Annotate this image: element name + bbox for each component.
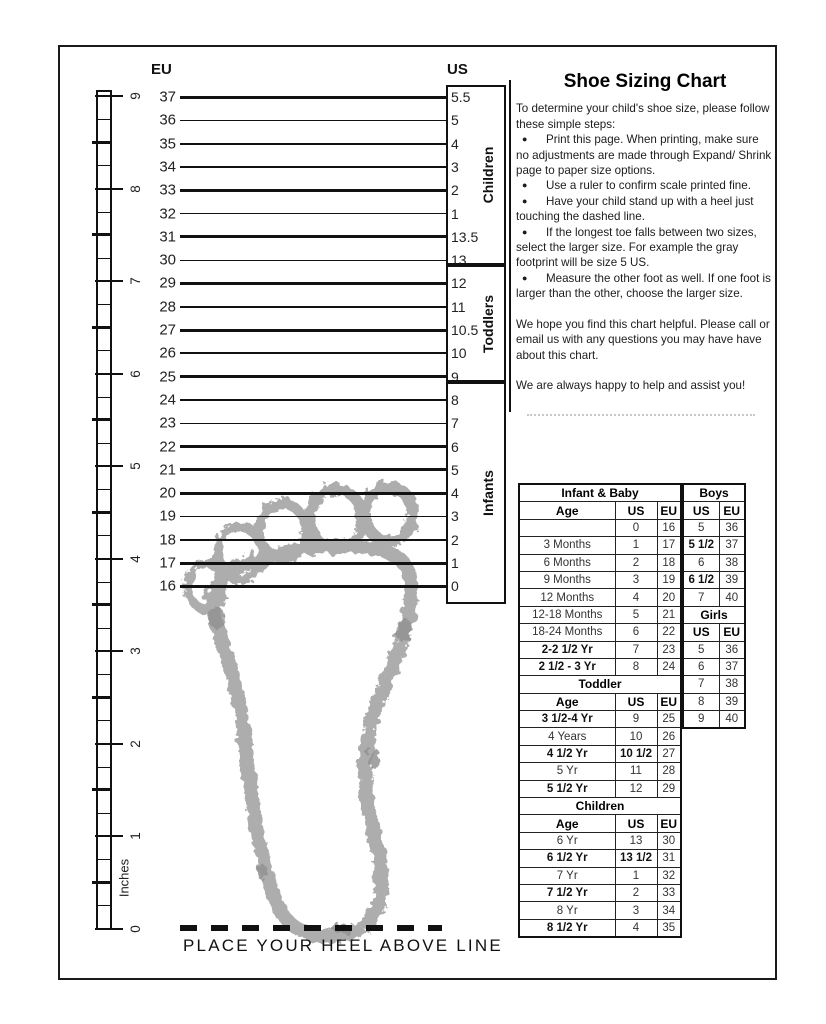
ruler-tick <box>92 418 112 421</box>
table-cell: 40 <box>719 711 745 729</box>
table-cell: 25 <box>657 711 681 728</box>
eu-size-label: 25 <box>159 368 176 386</box>
table-row <box>519 589 681 606</box>
table-row <box>519 537 681 554</box>
ruler-tick <box>96 905 112 906</box>
instruction-bullet-item: ● Print this page. When printing, make sure no adjustments are made through Expand/ Shrink page to paper size options. <box>516 133 772 178</box>
table-column-header: US <box>615 693 657 710</box>
size-line-eu-37 <box>180 96 446 99</box>
heel-dashed-line <box>180 925 442 931</box>
eu-size-label: 23 <box>159 414 176 432</box>
table-cell: 30 <box>657 832 681 849</box>
table-column-header: EU <box>719 624 745 641</box>
us-size-label: 2 <box>451 531 459 548</box>
table-cell: 6 Months <box>519 554 615 571</box>
size-line-eu-25 <box>180 375 446 378</box>
ruler-tick <box>95 650 123 652</box>
inch-number-label: 6 <box>128 369 143 378</box>
ruler-tick <box>96 582 112 583</box>
table-cell: 39 <box>719 571 745 588</box>
eu-size-label: 37 <box>159 88 176 106</box>
table-row <box>683 676 745 693</box>
ruler-tick <box>96 720 112 721</box>
table-cell: 7 <box>615 641 657 658</box>
table-cell: 5 1/2 <box>683 537 719 554</box>
table-cell: 7 Yr <box>519 867 615 884</box>
size-line-eu-23 <box>180 423 446 424</box>
category-label-toddlers: Toddlers <box>480 294 496 353</box>
table-cell: 10 1/2 <box>615 745 657 762</box>
table-row <box>683 589 745 606</box>
table-cell: 22 <box>657 624 681 641</box>
ruler-tick <box>92 881 112 884</box>
table-cell: 4 <box>615 919 657 937</box>
category-label-children: Children <box>480 146 496 204</box>
eu-size-label: 30 <box>159 251 176 269</box>
us-size-label: 10 <box>451 345 467 362</box>
eu-size-label: 35 <box>159 135 176 153</box>
us-size-label: 13 <box>451 252 467 269</box>
instruction-paragraph: We are always happy to help and assist you! <box>516 378 746 392</box>
ruler-tick <box>95 188 123 190</box>
ruler-tick <box>92 603 112 606</box>
bullet-icon: ● <box>522 272 528 283</box>
inch-number-label: 9 <box>128 92 143 100</box>
table-row <box>519 832 681 849</box>
table-row <box>519 745 681 762</box>
eu-size-label: 28 <box>159 298 176 316</box>
table-cell: 40 <box>719 589 745 606</box>
table-cell: 2-2 1/2 Yr <box>519 641 615 658</box>
table-cell: 32 <box>657 867 681 884</box>
eu-size-label: 20 <box>159 484 176 502</box>
inch-number-label: 2 <box>128 739 143 748</box>
table-cell: 31 <box>657 850 681 867</box>
us-size-label: 5.5 <box>451 89 471 105</box>
ruler-tick <box>96 350 112 351</box>
ruler-tick <box>96 304 112 305</box>
size-line-eu-30 <box>180 260 446 261</box>
us-size-label: 5 <box>451 461 459 478</box>
table-cell: 6 Yr <box>519 832 615 849</box>
table-cell: 6 <box>615 624 657 641</box>
us-size-label: 9 <box>451 368 459 385</box>
heel-line-caption: PLACE YOUR HEEL ABOVE LINE <box>183 936 503 955</box>
table-row <box>683 711 745 729</box>
size-line-eu-19 <box>180 516 446 517</box>
age-size-table <box>518 483 682 938</box>
us-box-infants <box>446 382 506 604</box>
table-cell: 6 <box>683 554 719 571</box>
table-row <box>519 554 681 571</box>
table-cell: 38 <box>719 676 745 693</box>
size-line-eu-22 <box>180 445 446 448</box>
size-line-eu-32 <box>180 213 446 214</box>
eu-size-label: 27 <box>159 321 176 339</box>
table-cell: 6 <box>683 658 719 675</box>
table-row <box>519 658 681 675</box>
table-row <box>519 711 681 728</box>
eu-size-label: 34 <box>159 158 176 176</box>
eu-size-label: 24 <box>159 391 176 409</box>
table-cell: 10 <box>615 728 657 745</box>
us-size-label: 12 <box>451 275 467 292</box>
table-row <box>519 850 681 867</box>
bullet-icon: ● <box>522 134 528 145</box>
table-cell: 5 <box>683 641 719 658</box>
table-cell: 12 Months <box>519 589 615 606</box>
table-cell: 2 1/2 - 3 Yr <box>519 658 615 675</box>
table-cell: 3 1/2-4 Yr <box>519 711 615 728</box>
size-line-eu-33 <box>180 189 446 192</box>
table-cell: 7 <box>683 589 719 606</box>
instruction-paragraph: We hope you find this chart helpful. Please call or email us with any questions you may have have about this chart. <box>516 317 770 362</box>
table-section-title: Children <box>519 798 681 815</box>
size-line-eu-18 <box>180 539 446 541</box>
table-cell: 35 <box>657 919 681 937</box>
size-line-eu-34 <box>180 166 446 168</box>
eu-size-label: 17 <box>159 554 176 572</box>
us-size-label: 4 <box>451 485 459 502</box>
size-line-eu-36 <box>180 120 446 121</box>
footprint-outline <box>212 545 411 936</box>
table-column-header: US <box>683 624 719 641</box>
us-size-label: 7 <box>451 415 459 432</box>
table-cell: 7 <box>683 676 719 693</box>
bullet-icon: ● <box>522 226 528 237</box>
table-section-title: Boys <box>683 484 745 502</box>
ruler-tick <box>96 119 112 120</box>
table-cell: 29 <box>657 780 681 797</box>
table-row <box>519 884 681 901</box>
boys-girls-table <box>682 483 746 729</box>
us-size-label: 3 <box>451 508 459 525</box>
table-row <box>683 519 745 536</box>
table-column-header: Age <box>519 693 615 710</box>
table-cell: 17 <box>657 537 681 554</box>
us-size-label: 11 <box>451 298 466 315</box>
us-size-label: 3 <box>451 158 459 175</box>
us-size-label: 10.5 <box>451 322 479 338</box>
us-size-label: 4 <box>451 135 459 152</box>
ruler-tick <box>95 95 123 97</box>
page-title: Shoe Sizing Chart <box>563 71 727 92</box>
table-cell: 38 <box>719 554 745 571</box>
table-cell: 3 Months <box>519 537 615 554</box>
us-size-label: 5 <box>451 112 459 129</box>
size-line-eu-20 <box>180 492 446 495</box>
faint-rule <box>527 414 755 416</box>
size-line-eu-35 <box>180 143 446 145</box>
us-size-label: 6 <box>451 438 459 455</box>
eu-column-header: EU <box>151 61 172 78</box>
ruler-tick <box>95 465 123 467</box>
table-cell: 5 1/2 Yr <box>519 780 615 797</box>
boys-girls-table <box>682 483 746 729</box>
inch-number-label: 5 <box>128 462 143 470</box>
table-cell: 16 <box>657 519 681 536</box>
table-cell: 24 <box>657 658 681 675</box>
eu-size-label: 36 <box>159 111 176 129</box>
inch-number-label: 1 <box>128 832 143 840</box>
us-size-label: 2 <box>451 182 459 199</box>
ruler-tick <box>95 558 123 560</box>
table-column-header: Age <box>519 502 615 519</box>
table-cell: 28 <box>657 763 681 780</box>
ruler-tick <box>92 788 112 791</box>
table-row <box>519 763 681 780</box>
bullet-icon: ● <box>522 195 528 206</box>
ruler-tick <box>96 813 112 814</box>
eu-size-label: 21 <box>159 461 176 479</box>
table-cell: 6 1/2 Yr <box>519 850 615 867</box>
table-cell: 13 1/2 <box>615 850 657 867</box>
table-cell: 0 <box>615 519 657 536</box>
table-cell: 9 <box>615 711 657 728</box>
table-cell: 20 <box>657 589 681 606</box>
table-cell: 26 <box>657 728 681 745</box>
table-cell: 9 Months <box>519 571 615 588</box>
table-row <box>683 641 745 658</box>
us-size-label: 1 <box>451 555 459 571</box>
table-cell: 1 <box>615 537 657 554</box>
table-cell: 36 <box>719 519 745 536</box>
table-row <box>519 919 681 937</box>
us-size-label: 8 <box>451 391 459 408</box>
table-row <box>683 554 745 571</box>
table-row <box>519 641 681 658</box>
eu-size-label: 16 <box>159 577 176 595</box>
eu-size-label: 31 <box>159 228 176 246</box>
instruction-paragraph: To determine your child's shoe size, please follow these simple steps: <box>516 102 770 131</box>
table-column-header: EU <box>657 693 681 710</box>
table-cell: 12-18 Months <box>519 606 615 623</box>
table-cell <box>519 519 615 536</box>
ruler-tick <box>92 696 112 699</box>
ruler-tick <box>96 258 112 259</box>
ruler-tick <box>92 233 112 236</box>
table-cell: 37 <box>719 537 745 554</box>
ruler-unit-label: Inches <box>116 858 132 898</box>
table-row <box>519 867 681 884</box>
inch-number-label: 7 <box>128 277 143 285</box>
ruler-tick <box>95 743 123 745</box>
table-cell: 4 1/2 Yr <box>519 745 615 762</box>
table-cell: 1 <box>615 867 657 884</box>
size-line-eu-21 <box>180 468 446 471</box>
table-cell: 7 1/2 Yr <box>519 884 615 901</box>
table-cell: 19 <box>657 571 681 588</box>
ruler-tick <box>95 835 123 837</box>
table-row <box>519 728 681 745</box>
us-size-label: 0 <box>451 578 459 595</box>
inch-number-label: 3 <box>128 647 143 655</box>
table-cell: 8 <box>615 658 657 675</box>
us-box-children <box>446 85 506 269</box>
table-row <box>683 693 745 710</box>
table-column-header: EU <box>657 502 681 519</box>
instruction-bullet-item: ● If the longest toe falls between two sizes, select the larger size. For example the gray footprint will be size 5 US. <box>516 225 757 270</box>
size-line-eu-28 <box>180 306 446 308</box>
size-line-eu-27 <box>180 329 446 332</box>
size-line-eu-26 <box>180 352 446 354</box>
table-cell: 21 <box>657 606 681 623</box>
size-line-eu-16 <box>180 585 446 588</box>
table-cell: 13 <box>615 832 657 849</box>
ruler-tick <box>92 511 112 514</box>
eu-size-label: 33 <box>159 181 176 199</box>
ruler-tick <box>95 280 123 282</box>
table-cell: 5 <box>615 606 657 623</box>
table-cell: 3 <box>615 571 657 588</box>
bullet-icon: ● <box>522 180 528 191</box>
ruler-tick <box>95 928 123 930</box>
instruction-bullet-item: ● Measure the other foot as well. If one foot is larger than the other, choose the larger size. <box>516 271 771 301</box>
eu-size-label: 26 <box>159 344 176 362</box>
table-cell: 9 <box>683 711 719 729</box>
table-cell: 37 <box>719 658 745 675</box>
instructions-panel <box>516 71 774 393</box>
table-cell: 6 1/2 <box>683 571 719 588</box>
table-column-header: US <box>683 502 719 519</box>
size-line-eu-24 <box>180 399 446 401</box>
table-cell: 4 Years <box>519 728 615 745</box>
table-column-header: EU <box>657 815 681 832</box>
table-row <box>683 571 745 588</box>
size-line-eu-29 <box>180 282 446 285</box>
table-cell: 8 <box>683 693 719 710</box>
ruler-cap <box>96 90 112 92</box>
table-cell: 5 Yr <box>519 763 615 780</box>
size-line-eu-31 <box>180 235 446 238</box>
ruler-tick <box>96 443 112 444</box>
table-cell: 8 Yr <box>519 902 615 919</box>
ruler-tick <box>96 212 112 213</box>
eu-size-label: 18 <box>159 531 176 549</box>
table-cell: 11 <box>615 763 657 780</box>
ruler-tick <box>96 397 112 398</box>
table-column-header: US <box>615 502 657 519</box>
age-size-table <box>518 483 682 938</box>
table-column-header: US <box>615 815 657 832</box>
inch-number-label: 0 <box>128 924 143 933</box>
ruler-tick <box>95 373 123 375</box>
table-row <box>683 537 745 554</box>
table-row <box>683 658 745 675</box>
ruler-tick <box>96 165 112 166</box>
eu-size-label: 32 <box>159 205 176 222</box>
us-size-label: 1 <box>451 205 459 222</box>
ruler-tick <box>96 674 112 675</box>
instruction-bullet-item: ● Use a ruler to confirm scale printed fine. <box>516 178 774 193</box>
eu-size-label: 29 <box>159 274 176 292</box>
ruler-tick <box>92 141 112 144</box>
eu-size-label: 22 <box>159 438 176 455</box>
table-cell: 5 <box>683 519 719 536</box>
instruction-bullet-item: ● Have your child stand up with a heel just touching the dashed line. <box>516 194 754 224</box>
instruction-paragraphs <box>516 101 774 393</box>
table-row <box>519 571 681 588</box>
table-cell: 18 <box>657 554 681 571</box>
table-section-title: Toddler <box>519 676 681 693</box>
table-section-title: Girls <box>683 606 745 623</box>
table-row <box>519 519 681 536</box>
table-row <box>519 780 681 797</box>
table-cell: 23 <box>657 641 681 658</box>
ruler-tick <box>96 767 112 768</box>
eu-size-label: 19 <box>159 507 176 525</box>
table-column-header: EU <box>719 502 745 519</box>
toe-big <box>365 487 413 541</box>
inch-number-label: 4 <box>128 554 143 563</box>
table-column-header: Age <box>519 815 615 832</box>
table-cell: 3 <box>615 902 657 919</box>
table-cell: 36 <box>719 641 745 658</box>
table-cell: 39 <box>719 693 745 710</box>
category-label-infants: Infants <box>480 470 496 516</box>
table-cell: 34 <box>657 902 681 919</box>
table-cell: 4 <box>615 589 657 606</box>
table-cell: 18-24 Months <box>519 624 615 641</box>
table-cell: 2 <box>615 554 657 571</box>
table-cell: 27 <box>657 745 681 762</box>
table-cell: 8 1/2 Yr <box>519 919 615 937</box>
ruler-tick <box>92 326 112 329</box>
us-column-header: US <box>447 61 468 78</box>
panel-divider-line <box>509 80 511 412</box>
ruler-tick <box>96 628 112 629</box>
table-row <box>519 624 681 641</box>
table-row <box>519 902 681 919</box>
table-cell: 12 <box>615 780 657 797</box>
table-row <box>519 606 681 623</box>
table-cell: 2 <box>615 884 657 901</box>
us-box-toddlers <box>446 265 506 385</box>
table-section-title: Infant & Baby <box>519 484 681 502</box>
table-cell: 33 <box>657 884 681 901</box>
ruler-tick <box>96 859 112 860</box>
ruler-tick <box>96 489 112 490</box>
size-line-eu-17 <box>180 562 446 565</box>
inch-number-label: 8 <box>128 184 143 193</box>
us-size-label: 13.5 <box>451 228 479 245</box>
ruler-tick <box>96 535 112 536</box>
